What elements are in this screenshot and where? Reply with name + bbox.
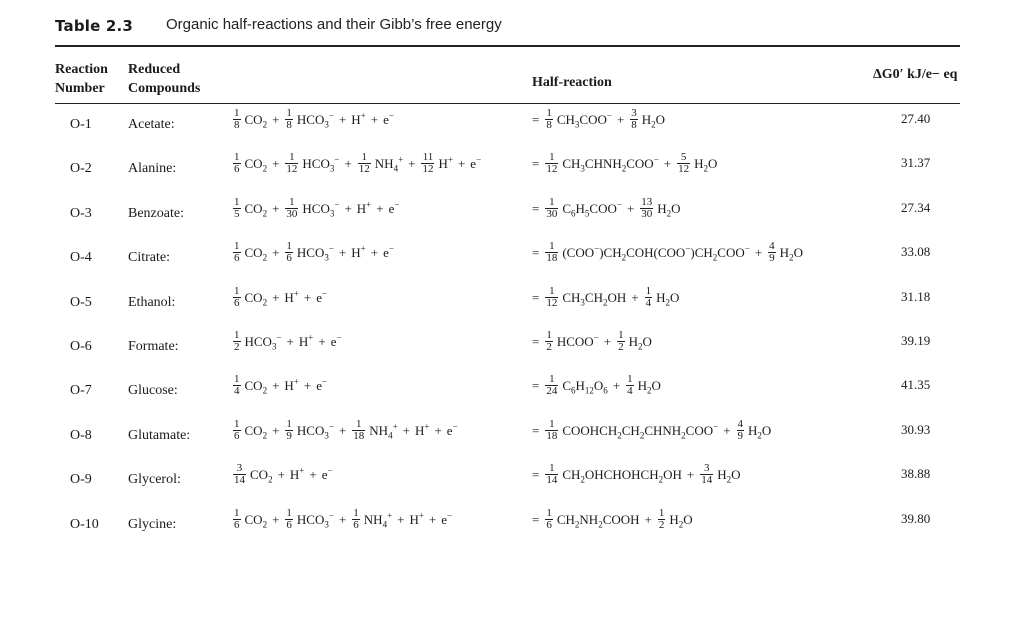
half-reaction-left: $\frac{1}{6}$ $CO_2$ + $\frac{1}{12}$ $HCO_3^-$ + $\frac{1}{12}$ $NH_4^+$ + $\frac{11}{12}$ H+ + e− xyxy=(234,151,482,175)
half-reaction-left: $\frac{1}{6}$ $CO_2$ + H+ + e− xyxy=(234,285,328,309)
header-delta-g: ΔG0′ kJ/e− eq xyxy=(873,67,958,82)
reaction-number: O-1 xyxy=(70,117,92,132)
delta-g-value: 39.80 xyxy=(901,511,931,526)
half-reaction-left: $\frac{1}{6}$ $CO_2$ + $\frac{1}{6}$ $HCO_3^-$ + H+ + e− xyxy=(234,240,394,264)
half-reaction-left: $\frac{1}{5}$ $CO_2$ + $\frac{1}{30}$ $HCO_3^-$ + H+ + e− xyxy=(234,196,400,220)
delta-g-value: 27.34 xyxy=(901,200,931,215)
half-reaction-right: = $\frac{1}{8}$ $CH_3COO^-$ + $\frac{3}{8}$ $H_2O$ xyxy=(532,107,666,131)
reaction-number: O-3 xyxy=(70,206,92,221)
half-reaction-right: = $\frac{1}{14}$ $CH_2OHCHOHCH_2OH$ + $\frac{3}{14}$ $H_2O$ xyxy=(532,462,741,486)
compound-name: Glycerol: xyxy=(128,472,181,487)
half-reaction-right: = $\frac{1}{12}$ $CH_3CH_2OH$ + $\frac{1}{4}$ $H_2O$ xyxy=(532,285,680,309)
reaction-number: O-2 xyxy=(70,161,92,176)
compound-name: Glucose: xyxy=(128,383,178,398)
compound-name: Citrate: xyxy=(128,250,170,265)
half-reaction-right: = $\frac{1}{6}$ $CH_2NH_2COOH$ + $\frac{1}{2}$ $H_2O$ xyxy=(532,507,693,531)
reaction-number: O-5 xyxy=(70,295,92,310)
reaction-number: O-9 xyxy=(70,472,92,487)
header-reaction-number: Reaction Number xyxy=(55,62,108,96)
delta-g-value: 31.37 xyxy=(901,155,931,170)
reaction-number: O-8 xyxy=(70,428,92,443)
half-reaction-left: $\frac{1}{4}$ $CO_2$ + H+ + e− xyxy=(234,373,328,397)
half-reaction-left: $\frac{1}{8}$ $CO_2$ + $\frac{1}{8}$ $HCO_3^-$ + H+ + e− xyxy=(234,107,394,131)
reaction-number: O-7 xyxy=(70,383,92,398)
table-label: Table 2.3 xyxy=(55,17,134,35)
reaction-number: O-6 xyxy=(70,339,92,354)
top-rule xyxy=(55,45,960,47)
delta-g-value: 27.40 xyxy=(901,111,931,126)
delta-g-value: 41.35 xyxy=(901,377,931,392)
header-half-reaction: Half-reaction xyxy=(532,75,612,90)
half-reaction-left: $\frac{1}{6}$ $CO_2$ + $\frac{1}{6}$ $HCO_3^-$ + $\frac{1}{6}$ $NH_4^+$ + H+ + e− xyxy=(234,507,453,531)
compound-name: Glutamate: xyxy=(128,428,191,443)
half-reaction-right: = $\frac{1}{12}$ $CH_3CHNH_2COO^-$ + $\frac{5}{12}$ $H_2O$ xyxy=(532,151,718,175)
half-reaction-right: = $\frac{1}{18}$ $COOHCH_2CH_2CHNH_2COO^-$ + $\frac{4}{9}$ $H_2O$ xyxy=(532,418,772,442)
compound-name: Ethanol: xyxy=(128,295,176,310)
half-reaction-right: = $\frac{1}{30}$ $C_6H_5COO^-$ + $\frac{13}{30}$ $H_2O$ xyxy=(532,196,681,220)
reaction-number: O-10 xyxy=(70,517,99,532)
half-reaction-right: = $\frac{1}{24}$ $C_6H_{12}O_6$ + $\frac{1}{4}$ $H_2O$ xyxy=(532,373,661,397)
compound-name: Glycine: xyxy=(128,517,177,532)
compound-name: Acetate: xyxy=(128,117,175,132)
half-reaction-right: = $\frac{1}{18}$ $(COO^-)CH_2COH(COO^-)CH_2COO^-$ + $\frac{4}{9}$ $H_2O$ xyxy=(532,240,803,264)
delta-g-value: 31.18 xyxy=(901,289,931,304)
table-caption: Organic half-reactions and their Gibb’s free energy xyxy=(166,16,502,33)
delta-g-value: 39.19 xyxy=(901,333,931,348)
compound-name: Alanine: xyxy=(128,161,177,176)
half-reaction-left: $\frac{1}{6}$ $CO_2$ + $\frac{1}{9}$ $HCO_3^-$ + $\frac{1}{18}$ $NH_4^+$ + H+ + e− xyxy=(234,418,458,442)
header-reduced-compounds: Reduced Compounds xyxy=(128,62,201,96)
half-reaction-left: $\frac{1}{2}$ $HCO_3^-$ + H+ + e− xyxy=(234,329,342,353)
compound-name: Benzoate: xyxy=(128,206,184,221)
delta-g-value: 38.88 xyxy=(901,466,931,481)
half-reaction-left: $\frac{3}{14}$ $CO_2$ + H+ + e− xyxy=(234,462,333,486)
compound-name: Formate: xyxy=(128,339,179,354)
delta-g-value: 33.08 xyxy=(901,244,931,259)
half-reaction-right: = $\frac{1}{2}$ HCOO− + $\frac{1}{2}$ $H_2O$ xyxy=(532,329,652,353)
reaction-number: O-4 xyxy=(70,250,92,265)
header-rule xyxy=(55,103,960,104)
delta-g-value: 30.93 xyxy=(901,422,931,437)
